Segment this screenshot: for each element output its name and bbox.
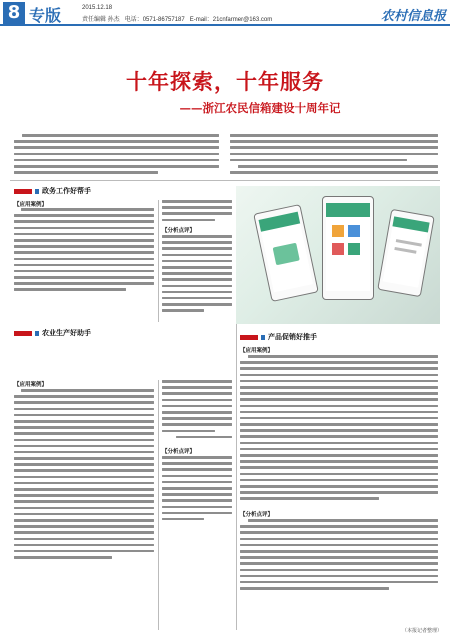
section-heading-2: 农业生产好助手 (14, 328, 91, 338)
column-divider (158, 200, 159, 322)
section-heading-3: 产品促销好推手 (240, 332, 317, 342)
s1-analysis-text (162, 235, 232, 315)
analysis-tag: 【分析点评】 (240, 512, 274, 518)
section-heading-1: 政务工作好帮手 (14, 186, 91, 196)
s2-case-text-cont (162, 380, 232, 442)
case-tag: 【应用案例】 (240, 348, 274, 354)
heading-bar-icon (35, 331, 39, 336)
heading-bar-icon (240, 335, 258, 340)
heading-bar-icon (261, 335, 265, 340)
editor: 责任编辑 孙杰 (82, 17, 120, 23)
headline-banner (0, 44, 450, 114)
analysis-tag: 【分析点评】 (162, 449, 196, 455)
divider (10, 180, 440, 181)
section-title: 专版 (29, 6, 62, 25)
email: E-mail：21cnfarmer@163.com (189, 17, 273, 23)
headline-subtitle: ——浙江农民信箱建设十周年记 (179, 101, 341, 115)
phone-icon (253, 204, 319, 302)
page-number: 8 (3, 2, 25, 24)
app-screenshot-photo (236, 186, 440, 324)
phone-icon (322, 196, 374, 300)
intro-column-left (14, 134, 219, 177)
meta-line-2 (82, 14, 272, 23)
heading-bar-icon (14, 331, 32, 336)
s1-case-text (14, 208, 154, 295)
s1-case-text-cont (162, 200, 232, 225)
page-header (0, 0, 450, 26)
case-tag: 【应用案例】 (14, 382, 48, 388)
intro-column-right (230, 134, 438, 177)
meta-line-1 (82, 5, 112, 11)
heading-bar-icon (35, 189, 39, 194)
analysis-tag: 【分析点评】 (162, 228, 196, 234)
s2-analysis-text (162, 456, 232, 524)
newspaper-brand: 农村信息报 (380, 9, 446, 24)
s3-case-text (240, 355, 438, 504)
s2-case-text (14, 389, 154, 562)
column-divider (158, 380, 159, 630)
s3-analysis-text (240, 519, 438, 593)
issue-date: 2015.12.18 (82, 5, 113, 11)
phone-icon (377, 209, 435, 297)
case-tag: 【应用案例】 (14, 202, 48, 208)
phone: 电话：0571-86757187 (124, 17, 185, 23)
headline-title: 十年探索，十年服务 (126, 69, 324, 94)
author-note: （本报记者整理） (401, 628, 442, 634)
heading-bar-icon (14, 189, 32, 194)
